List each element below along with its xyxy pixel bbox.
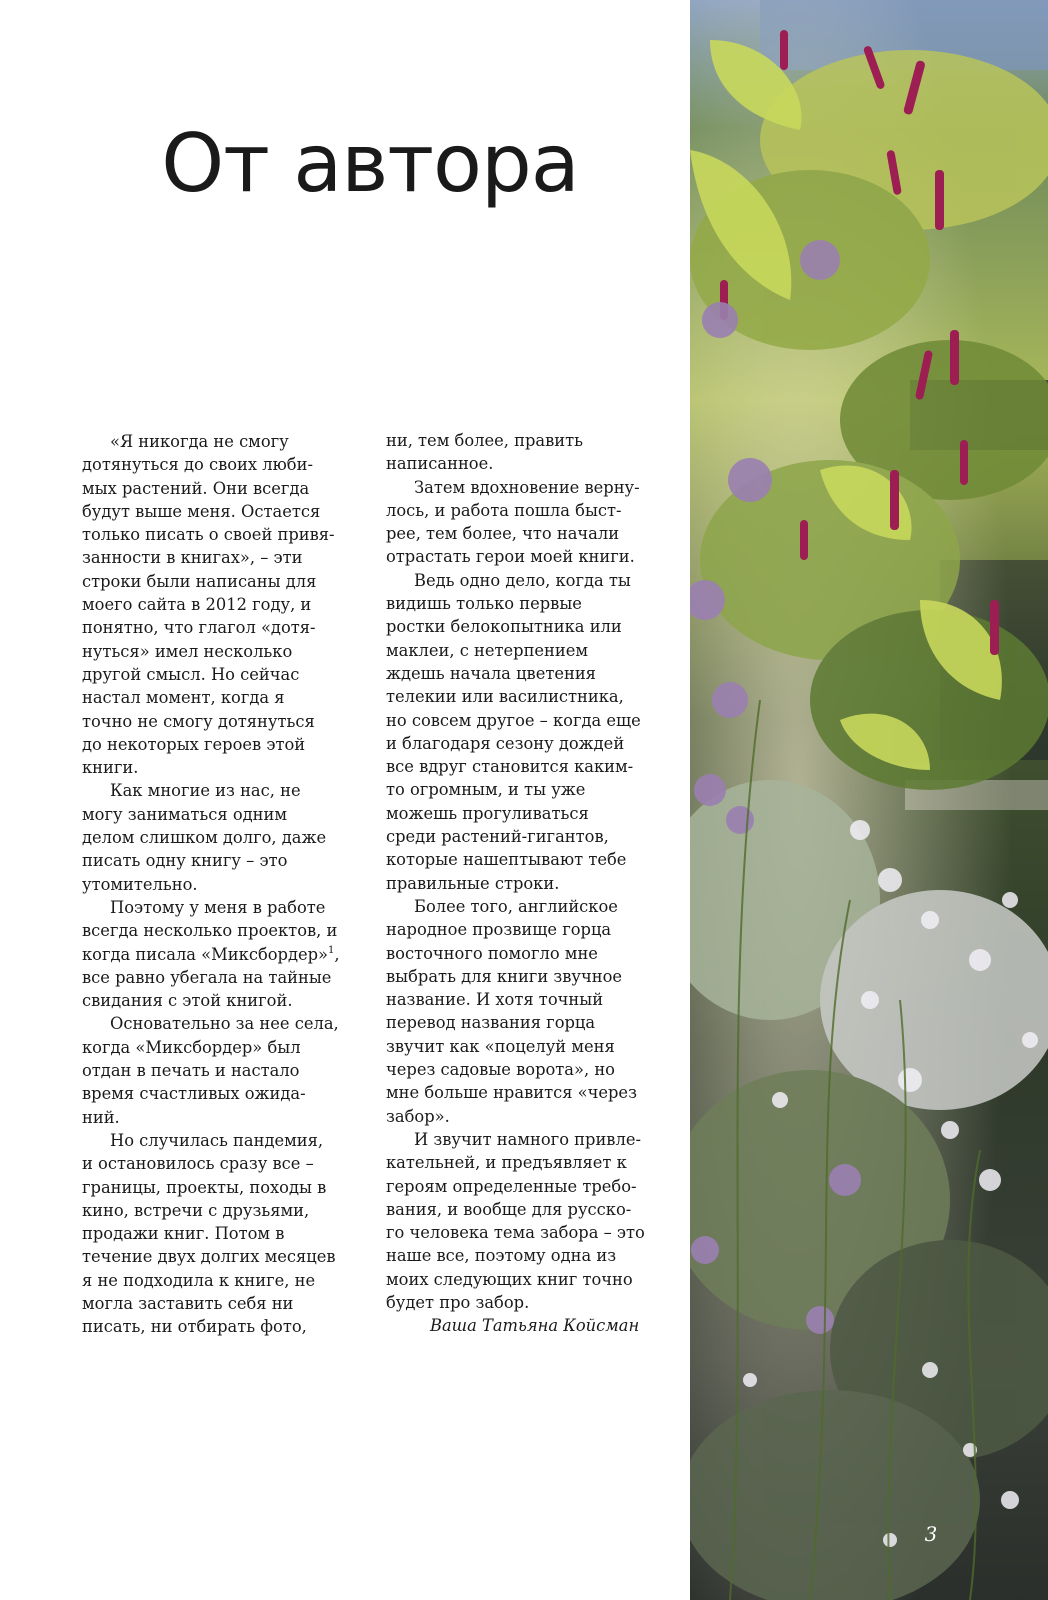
page-title: От автора	[161, 116, 579, 210]
right-column-line	[386, 988, 664, 1011]
line-text: перевод названия горца	[386, 1013, 596, 1033]
right-column-line	[386, 895, 664, 918]
right-column-line	[386, 1244, 664, 1267]
line-text: дотянуться до своих люби-	[82, 455, 313, 475]
left-column-line	[82, 896, 364, 919]
line-text: Более того, английское	[414, 896, 618, 916]
line-text: Ведь одно дело, когда ты	[414, 570, 631, 590]
right-column-line	[386, 918, 664, 941]
left-column-line	[82, 966, 364, 989]
left-column-line	[82, 593, 364, 616]
line-text: время счастливых ожида-	[82, 1084, 306, 1104]
right-column-line	[386, 592, 664, 615]
line-text: утомительно.	[82, 874, 198, 894]
line-text: могу заниматься одним	[82, 804, 288, 824]
line-text: писать одну книгу – это	[82, 851, 288, 871]
right-column-line	[386, 545, 664, 568]
line-text: И звучит намного привле-	[414, 1129, 641, 1149]
line-text: только писать о своей привя-	[82, 525, 335, 545]
right-column-line	[386, 802, 664, 825]
left-column-line	[82, 710, 364, 733]
left-column-line	[82, 1245, 364, 1268]
line-text: всегда несколько проектов, и	[82, 921, 338, 941]
line-text: забор».	[386, 1106, 450, 1126]
line-text: звучит как «поцелуй меня	[386, 1036, 615, 1056]
line-text: и остановилось сразу все –	[82, 1154, 314, 1174]
right-column-line	[386, 778, 664, 801]
line-text: но совсем другое – когда еще	[386, 710, 641, 730]
line-text: «Я никогда не смогу	[110, 432, 289, 451]
line-text: будут выше меня. Остается	[82, 501, 321, 521]
left-column-line	[82, 663, 364, 686]
left-column-line	[82, 1199, 364, 1222]
left-column-line: когда писала «Миксбордер»$^1$,	[82, 944, 340, 964]
left-column-line	[82, 523, 364, 546]
right-column-line	[386, 1175, 664, 1198]
line-text: Поэтому у меня в работе	[110, 897, 326, 917]
right-column-line	[386, 848, 664, 871]
line-text: Основательно за нее села,	[110, 1014, 339, 1034]
line-text: которые нашептывают тебе	[386, 850, 627, 870]
line-text: то огромным, и ты уже	[386, 780, 586, 800]
left-column-line	[82, 1269, 364, 1292]
left-column-line	[82, 453, 364, 476]
line-text: кино, встречи с друзьями,	[82, 1200, 310, 1220]
left-column-line	[82, 1012, 364, 1035]
line-text: лось, и работа пошла быст-	[386, 500, 622, 520]
line-text: другой смысл. Но сейчас	[82, 664, 300, 684]
line-text: до некоторых героев этой	[82, 734, 306, 754]
line-text: среди растений-гигантов,	[386, 827, 609, 847]
left-column-line	[82, 756, 364, 779]
line-text: маклеи, с нетерпением	[386, 640, 589, 660]
left-column-line	[82, 1106, 364, 1129]
right-column-line	[386, 662, 664, 685]
left-column-line	[82, 430, 364, 453]
right-column-line	[386, 1198, 664, 1221]
left-column-line	[82, 500, 364, 523]
line-text: я не подходила к книге, не	[82, 1270, 316, 1290]
left-column-line	[82, 1129, 364, 1152]
right-column-line	[386, 476, 664, 499]
line-text: ний.	[82, 1107, 120, 1127]
right-column-line	[386, 1268, 664, 1291]
line-text: и благодаря сезону дождей	[386, 733, 625, 753]
left-column-line	[82, 546, 364, 569]
left-column-line	[82, 1059, 364, 1082]
line-text: свидания с этой книгой.	[82, 991, 293, 1011]
left-column-line	[82, 733, 364, 756]
text-column-right	[386, 429, 664, 1338]
right-column-line	[386, 1221, 664, 1244]
left-column-line	[82, 873, 364, 896]
left-column-line	[82, 1292, 364, 1315]
line-text: правильные строки.	[386, 873, 560, 893]
garden-flowers-photo	[690, 0, 1048, 1600]
photo-illustration	[690, 0, 1048, 1600]
line-text: когда писала «Миксбордер»	[82, 944, 329, 964]
right-column-line	[386, 1291, 664, 1314]
line-text: телекии или василистника,	[386, 687, 624, 707]
right-column-line	[386, 1151, 664, 1174]
right-column-line	[386, 522, 664, 545]
right-column-line	[386, 1035, 664, 1058]
right-column-line	[386, 452, 664, 475]
left-column-line	[82, 640, 364, 663]
right-column-line	[386, 615, 664, 638]
line-text: будет про забор.	[386, 1292, 530, 1312]
line-text: моего сайта в 2012 году, и	[82, 595, 312, 615]
right-column-line	[386, 1128, 664, 1151]
right-column-line	[386, 709, 664, 732]
line-text: нуться» имел несколько	[82, 641, 293, 661]
line-text: границы, проекты, походы в	[82, 1177, 327, 1197]
line-text: отдан в печать и настало	[82, 1061, 300, 1081]
line-text: занности в книгах», – эти	[82, 548, 303, 568]
line-text: книги.	[82, 758, 139, 778]
line-text: Но случилась пандемия,	[110, 1130, 324, 1150]
line-text: го человека тема забора – это	[386, 1223, 645, 1243]
line-text: Как многие из нас, не	[110, 781, 301, 801]
left-column-line	[82, 919, 364, 942]
author-signature: Ваша Татьяна Койсман	[430, 1316, 640, 1336]
right-column-line	[386, 569, 664, 592]
line-text: писать, ни отбирать фото,	[82, 1317, 307, 1337]
line-text: рее, тем более, что начали	[386, 524, 620, 544]
line-text: выбрать для книги звучное	[386, 966, 623, 986]
left-column-line	[82, 989, 364, 1012]
left-column-line	[82, 1315, 364, 1338]
line-text: героям определенные требо-	[386, 1176, 637, 1196]
left-column-line	[82, 1152, 364, 1175]
right-column-line	[386, 1011, 664, 1034]
line-text: кательней, и предъявляет к	[386, 1153, 627, 1173]
line-text: написанное.	[386, 454, 494, 474]
line-text: делом слишком долго, даже	[82, 828, 327, 848]
line-text: ждешь начала цветения	[386, 663, 596, 683]
line-text: строки были написаны для	[82, 571, 317, 591]
line-text: продажи книг. Потом в	[82, 1224, 285, 1244]
line-text: настал момент, когда я	[82, 688, 285, 708]
right-column-line	[386, 755, 664, 778]
left-column-line	[82, 686, 364, 709]
line-text: через садовые ворота», но	[386, 1060, 615, 1080]
left-column-line	[82, 1222, 364, 1245]
line-text: отрастать герои моей книги.	[386, 547, 635, 567]
line-text: моих следующих книг точно	[386, 1269, 633, 1289]
line-text: когда «Миксбордер» был	[82, 1037, 301, 1057]
right-column-line	[386, 825, 664, 848]
line-text: ростки белокопытника или	[386, 617, 622, 637]
left-column-line	[82, 1082, 364, 1105]
right-column-line	[386, 1081, 664, 1104]
line-text: мых растений. Они всегда	[82, 478, 310, 498]
right-column-line	[386, 1058, 664, 1081]
left-column-line	[82, 616, 364, 639]
right-column-line	[386, 965, 664, 988]
left-column-line	[82, 779, 364, 802]
line-text: название. И хотя точный	[386, 990, 604, 1010]
right-column-line	[386, 685, 664, 708]
left-column-line	[82, 1036, 364, 1059]
line-text: течение двух долгих месяцев	[82, 1247, 336, 1267]
right-column-line	[386, 639, 664, 662]
line-text: Затем вдохновение верну-	[414, 477, 640, 497]
left-column-line	[82, 477, 364, 500]
text-column-left	[82, 430, 364, 1339]
left-column-line	[82, 826, 364, 849]
left-column-line	[82, 803, 364, 826]
right-column-line	[386, 429, 664, 452]
line-text: точно не смогу дотянуться	[82, 711, 315, 731]
line-text: вания, и вообще для русско-	[386, 1199, 632, 1219]
line-text: могла заставить себя ни	[82, 1293, 294, 1313]
right-column-line	[386, 1105, 664, 1128]
line-text: можешь прогуливаться	[386, 803, 589, 823]
line-text: все вдруг становится каким-	[386, 757, 634, 777]
left-column-line	[82, 849, 364, 872]
right-column-line	[386, 872, 664, 895]
line-text: понятно, что глагол «дотя-	[82, 618, 316, 638]
right-column-line	[386, 732, 664, 755]
left-column-line	[82, 1176, 364, 1199]
line-text: наше все, поэтому одна из	[386, 1246, 617, 1266]
right-column-line	[386, 499, 664, 522]
footnote-marker: 1	[328, 944, 335, 956]
line-text: ни, тем более, править	[386, 431, 583, 450]
line-text: народное прозвище горца	[386, 920, 612, 940]
line-text: мне больше нравится «через	[386, 1083, 637, 1103]
line-text: все равно убегала на тайные	[82, 967, 332, 987]
page-number: 3	[924, 1522, 938, 1546]
right-column-line	[386, 942, 664, 965]
line-text: видишь только первые	[386, 594, 582, 614]
line-text: восточного помогло мне	[386, 943, 598, 963]
left-column-line	[82, 570, 364, 593]
